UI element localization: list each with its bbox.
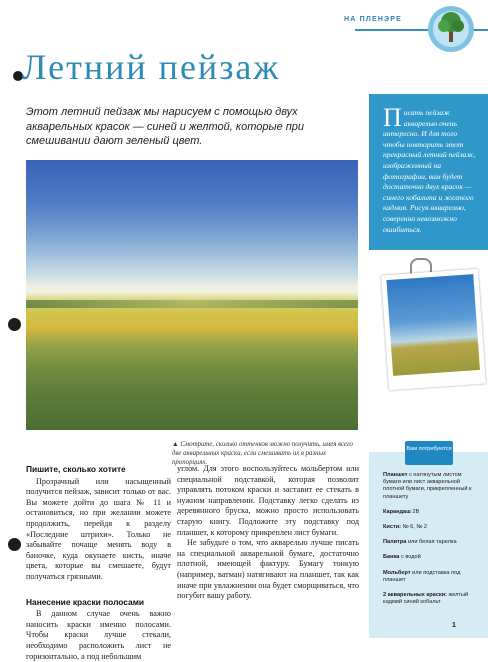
section-heading: Нанесение краски полосами	[26, 596, 145, 607]
materials-item: Планшет с натянутым листом бумаги или лист акварельной плотной бумаги, прикрепленный к планшету	[383, 472, 472, 500]
text-column-2	[177, 464, 359, 602]
sidebar-dropcap: П	[383, 103, 402, 132]
page-number: 1	[452, 622, 456, 629]
page-title: Летний пейзаж	[22, 47, 281, 87]
section-heading: Пишите, сколько хотите	[26, 464, 126, 474]
landscape-painting	[26, 160, 358, 430]
intro-text: Этот летний пейзаж мы нарисуем с помощью двух акварельных красок — синей и желтой, которые при смешивании дают зеленый цвет.	[26, 106, 305, 147]
text-column-1	[26, 464, 171, 662]
materials-tab: Вам потребуются	[405, 441, 453, 465]
materials-item: Палитра или белая тарелка	[383, 539, 457, 546]
binder-hole	[8, 318, 21, 331]
materials-item: Карандаш 2В	[383, 508, 420, 515]
materials-item: Мольберт или подставка под планшет	[383, 569, 461, 583]
painting-caption: ▲ Смотрите, сколько оттенков можно получить, имея всего две акварельных краски, если смешивать их в разных пропорциях.	[172, 441, 353, 466]
materials-item: Банка с водой	[383, 554, 421, 561]
materials-item: Кисти: № 6, № 2	[383, 524, 428, 531]
materials-box	[369, 446, 488, 638]
paragraph: В данном случае очень важно наносить краски именно полосами. Чтобы краски лучше стекали, необходимо расположить лист не горизонтально, а под небольшим	[26, 609, 171, 661]
materials-item: 2 акварельных краски: желтый кадмий синий кобальт	[383, 592, 469, 606]
sidebar-text: исать пейзаж акварелью очень интересно. И для того чтобы повторить этот прекрасный летний пейзаж, изображенный на фотографии, вам будет достаточно двух красок — синего кобальта и желтого кадмия. Рисуя акварелью, соверенно невозможно ошибиться.	[383, 108, 476, 234]
paragraph: Не забудьте о том, что акварелью лучше писать на специальной акварельной бумаге, достаточно плотной, имеющей фактуру. Бумагу тонкую (например, ватман) натягивают на планшет, так как иначе при увлажнении она будет сморщиваться, что погубит вашу работу.	[177, 538, 359, 601]
sidebar-note	[369, 94, 488, 250]
tree-icon	[426, 4, 476, 54]
binder-hole	[8, 538, 21, 551]
section-tag: НА ПЛЕНЭРЕ	[343, 16, 402, 23]
paragraph: Прозрачный или насыщенный получится пейзаж, зависит только от вас. Вы можете дойти до шага № 11 и остановиться, но при желании можете продолжить, перейдя к разделу «Последние штрихи». Только не забывайте почаще менять воду в баночке, куда окунаете кисть, иначе цвета, которые вы смешаете, будут получаться грязными.	[26, 476, 171, 581]
reference-photo	[381, 269, 486, 390]
paragraph: углом. Для этого воспользуйтесь мольбертом или специальной подставкой, которая позволит управлять потоком краски и заставит ее стекать в нужном направлении. Подставку легко сделать из деревянного бруска, можно просто использовать старую книгу. Подложите эту подставку под планшет, к которому прикреплен лист бумаги.	[177, 464, 359, 537]
